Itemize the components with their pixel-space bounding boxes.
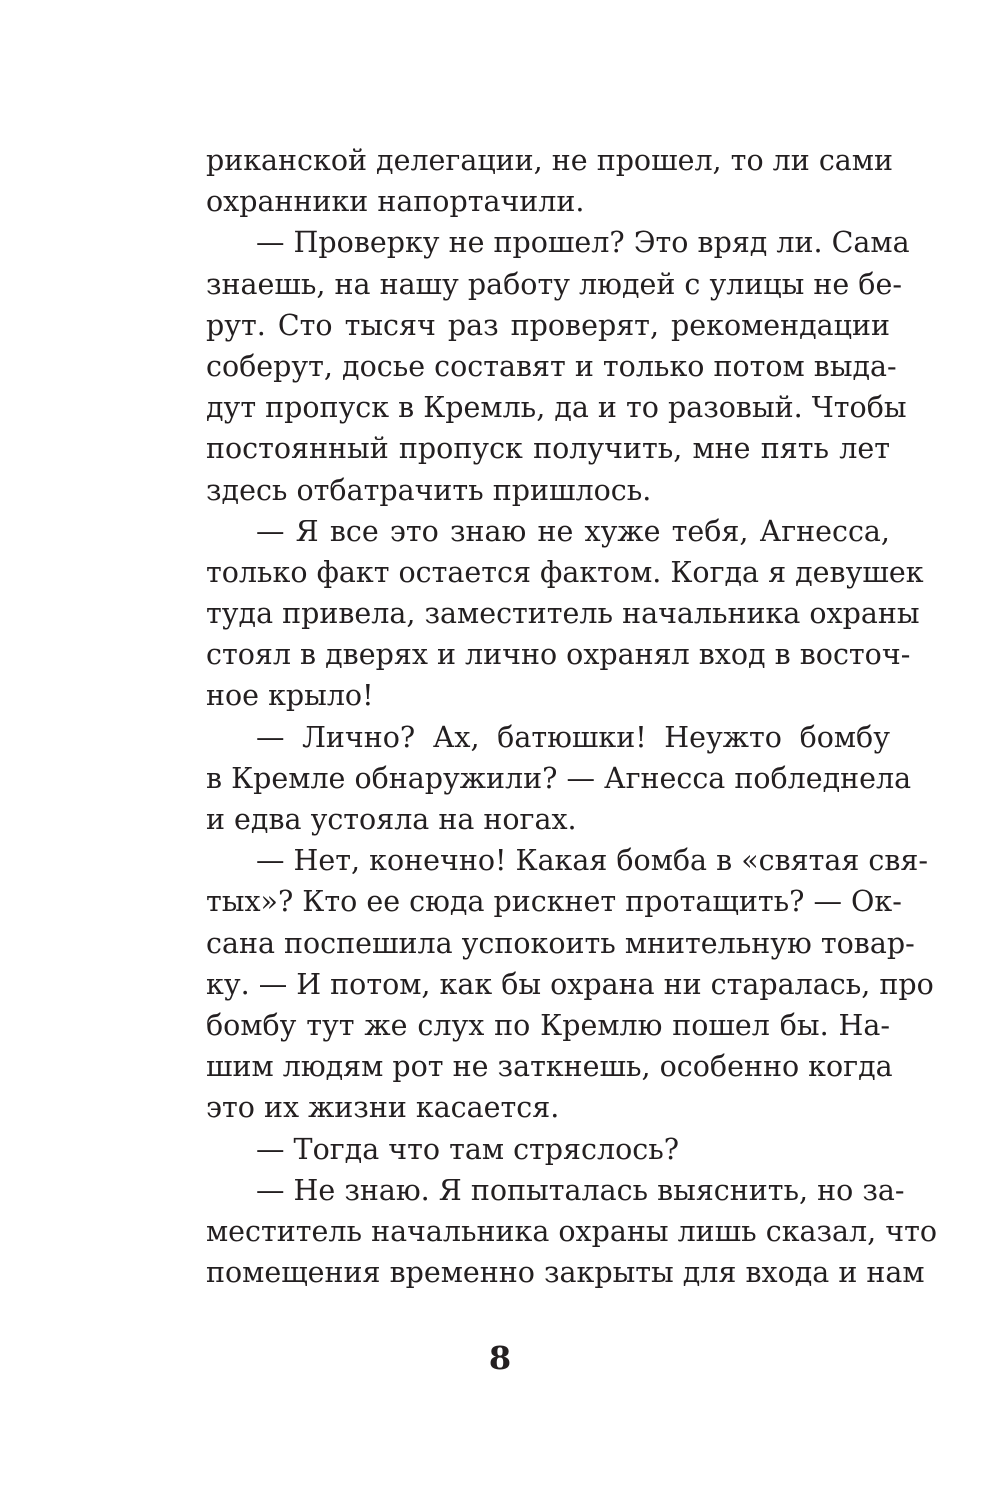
text-line: — Не знаю. Я попыталась выяснить, но за-: [256, 1173, 905, 1207]
text-line: дут пропуск в Кремль, да и то разовый. Чтобы: [206, 391, 907, 425]
text-line: стоял в дверях и лично охранял вход в восточ-: [206, 638, 911, 672]
text-line: охранники напортачили.: [206, 185, 585, 219]
text-line: — Лично? Ах, батюшки! Неужто бомбу: [256, 720, 890, 754]
text-line: помещения временно закрыты для входа и нам: [206, 1256, 925, 1290]
text-line: тых»? Кто ее сюда рискнет протащить? — Ок-: [206, 885, 902, 919]
text-line: — Проверку не прошел? Это вряд ли. Сама: [256, 226, 910, 260]
text-line: постоянный пропуск получить, мне пять лет: [206, 432, 890, 466]
page-number: 8: [488, 1339, 512, 1377]
text-line: риканской делегации, не прошел, то ли сами: [206, 144, 893, 177]
text-line: рут. Сто тысяч раз проверят, рекомендации: [206, 308, 890, 342]
text-line: меститель начальника охраны лишь сказал, что: [206, 1214, 938, 1248]
text-line: только факт остается фактом. Когда я девушек: [206, 555, 924, 589]
text-line: бомбу тут же слух по Кремлю пошел бы. На-: [206, 1008, 890, 1042]
text-line: — Нет, конечно! Какая бомба в «святая свя-: [256, 844, 929, 878]
text-line: здесь отбатрачить пришлось.: [206, 473, 652, 507]
text-line: ку. — И потом, как бы охрана ни старалась, про: [206, 967, 934, 1001]
text-line: в Кремле обнаружили? — Агнесса побледнела: [206, 761, 912, 795]
text-line: сана поспешила успокоить мнительную товар-: [206, 926, 915, 960]
text-line: знаешь, на нашу работу людей с улицы не бе-: [206, 267, 902, 301]
text-line: ное крыло!: [206, 679, 374, 713]
text-line: — Я все это знаю не хуже тебя, Агнесса,: [256, 514, 890, 548]
body-text: [206, 140, 938, 1293]
text-line: шим людям рот не заткнешь, особенно когда: [206, 1050, 893, 1084]
text-line: — Тогда что там стряслось?: [256, 1132, 680, 1166]
text-line: и едва устояла на ногах.: [206, 803, 577, 836]
text-line: соберут, досье составят и только потом выда-: [206, 349, 897, 383]
text-line: это их жизни касается.: [206, 1091, 560, 1125]
text-line: туда привела, заместитель начальника охраны: [206, 597, 920, 631]
